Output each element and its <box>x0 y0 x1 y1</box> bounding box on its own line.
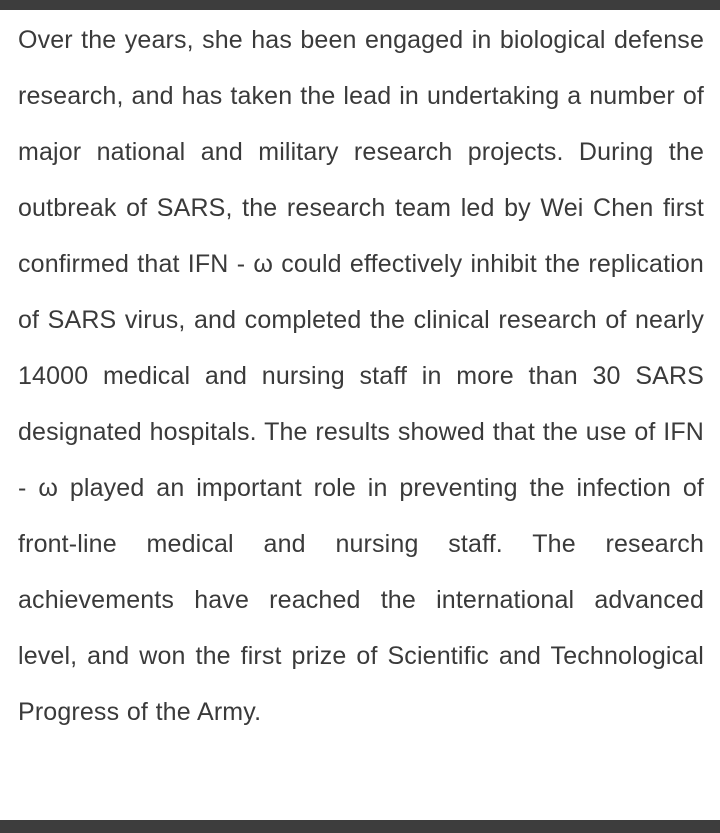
article-body <box>18 12 704 740</box>
article-paragraph: Over the years, she has been engaged in biological defense research, and has taken the lead in undertaking a number of major national and military research projects. During the outbreak of SARS, the research team led by Wei Chen first confirmed that IFN - ω could effectively inhibit the replication of SARS virus, and completed the clinical research of nearly 14000 medical and nursing staff in more than 30 SARS designated hospitals. The results showed that the use of IFN - ω played an important role in preventing the infection of front-line medical and nursing staff. The research achievements have reached the international advanced level, and won the first prize of Scientific and Technological Progress of the Army. <box>18 26 704 726</box>
bottom-bar <box>0 820 720 833</box>
top-bar <box>0 0 720 10</box>
